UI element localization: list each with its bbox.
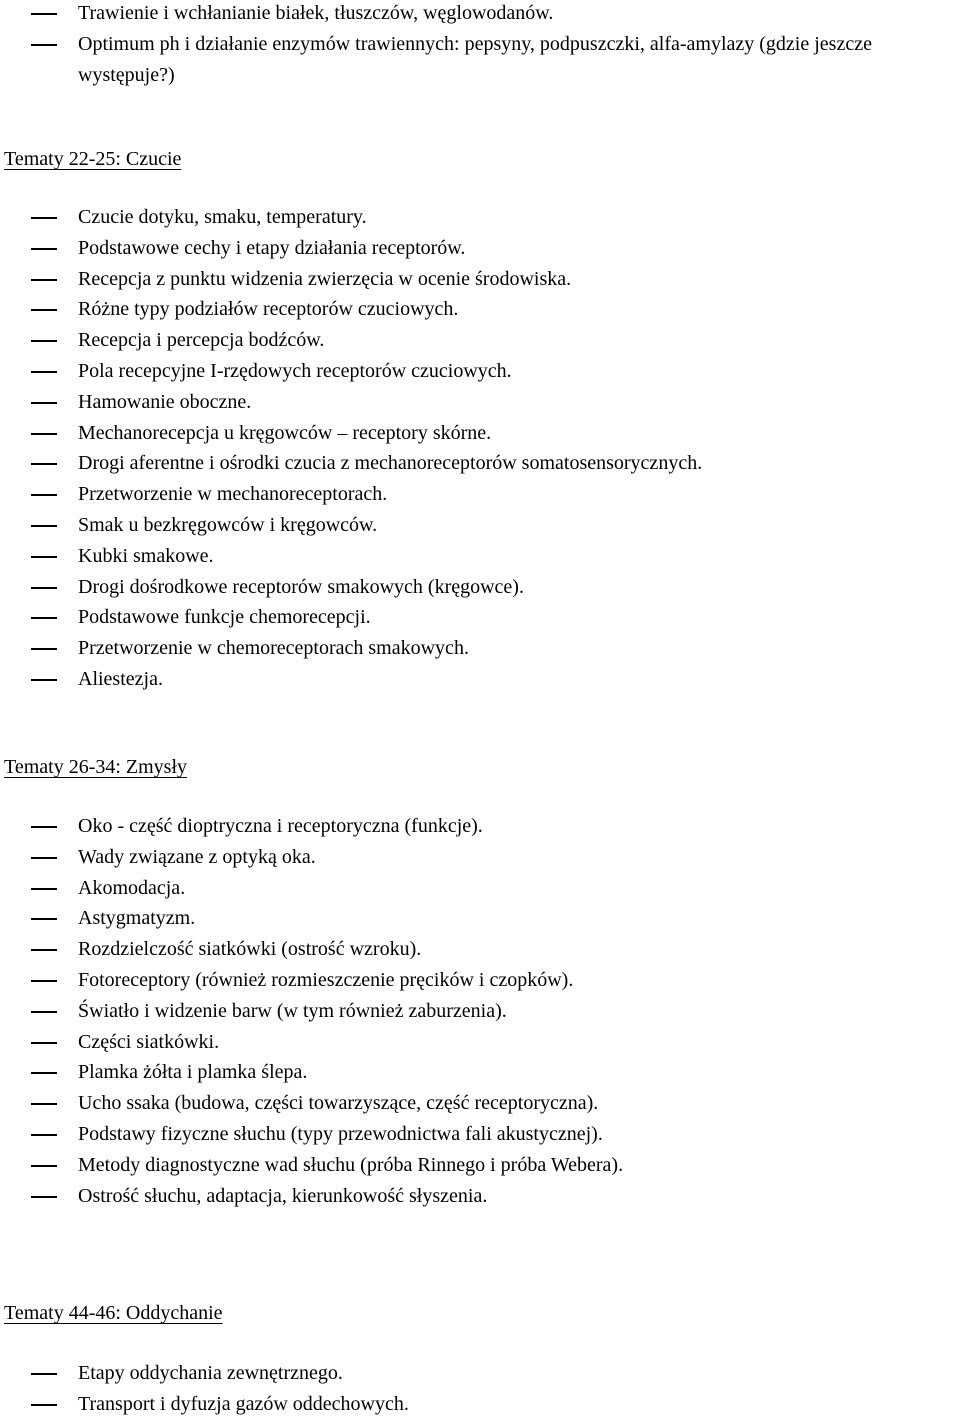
list-item-text: Pola recepcyjne I-rzędowych receptorów czuciowych.	[78, 359, 512, 382]
list-item-text: Trawienie i wchłanianie białek, tłuszczów, węglowodanów.	[78, 2, 554, 24]
dash-bullet-icon	[31, 279, 57, 281]
zmysly-section	[0, 811, 960, 1211]
dash-bullet-icon	[31, 888, 57, 890]
list-item-text: Drogi dośrodkowe receptorów smakowych (kręgowce).	[78, 575, 524, 598]
list-item-text: Czucie dotyku, smaku, temperatury.	[78, 206, 367, 228]
list-item	[0, 1088, 960, 1119]
zmysly-list	[0, 811, 960, 1211]
list-item	[0, 1181, 960, 1212]
intro-section	[0, 0, 960, 90]
list-item-text: Fotoreceptory (również rozmieszczenie pręcików i czopków).	[78, 968, 574, 991]
list-item	[0, 664, 960, 695]
dash-bullet-icon	[31, 1042, 57, 1044]
czucie-section	[0, 202, 960, 695]
dash-bullet-icon	[31, 587, 57, 589]
dash-bullet-icon	[31, 1165, 57, 1167]
list-item-text: Optimum ph i działanie enzymów trawiennych: pepsyny, podpuszczki, alfa-amylazy (gdzie jeszcze występuje?)	[78, 32, 872, 86]
list-item	[0, 387, 960, 418]
list-item-text: Ucho ssaka (budowa, części towarzyszące, część receptoryczna).	[78, 1092, 599, 1115]
list-item	[0, 1119, 960, 1150]
list-item	[0, 202, 960, 233]
dash-bullet-icon	[31, 617, 57, 619]
list-item	[0, 510, 960, 541]
list-item-text: Ostrość słuchu, adaptacja, kierunkowość słyszenia.	[78, 1184, 488, 1207]
dash-bullet-icon	[31, 556, 57, 558]
list-item-text: Wady związane z optyką oka.	[78, 845, 316, 868]
dash-bullet-icon	[31, 13, 57, 15]
list-item-text: Oko - część dioptryczna i receptoryczna (funkcje).	[78, 815, 483, 837]
list-item	[0, 418, 960, 449]
list-item	[0, 29, 960, 91]
list-item-text: Rozdzielczość siatkówki (ostrość wzroku).	[78, 938, 422, 961]
dash-bullet-icon	[31, 826, 57, 828]
list-item-text: Astygmatyzm.	[78, 907, 196, 930]
czucie-list	[0, 202, 960, 695]
dash-bullet-icon	[31, 433, 57, 435]
list-item	[0, 1150, 960, 1181]
dash-bullet-icon	[31, 525, 57, 527]
list-item-text: Podstawowe funkcje chemorecepcji.	[78, 606, 371, 629]
dash-bullet-icon	[31, 648, 57, 650]
dash-bullet-icon	[31, 494, 57, 496]
list-item	[0, 996, 960, 1027]
list-item-text: Różne typy podziałów receptorów czuciowych.	[78, 298, 459, 321]
intro-list	[0, 0, 960, 90]
list-item-text: Aliestezja.	[78, 667, 163, 690]
list-item-text: Hamowanie oboczne.	[78, 390, 252, 413]
list-item	[0, 602, 960, 633]
list-item	[0, 633, 960, 664]
list-item	[0, 1027, 960, 1058]
section-heading-czucie: Tematy 22-25: Czucie	[4, 148, 182, 170]
dash-bullet-icon	[31, 1196, 57, 1198]
dash-bullet-icon	[31, 980, 57, 982]
list-item-text: Metody diagnostyczne wad słuchu (próba Rinnego i próba Webera).	[78, 1153, 624, 1176]
list-item	[0, 479, 960, 510]
dash-bullet-icon	[31, 340, 57, 342]
list-item	[0, 233, 960, 264]
dash-bullet-icon	[31, 1011, 57, 1013]
dash-bullet-icon	[31, 463, 57, 465]
list-item-text: Części siatkówki.	[78, 1030, 220, 1053]
list-item-text: Etapy oddychania zewnętrznego.	[78, 1362, 343, 1384]
list-item	[0, 1358, 960, 1389]
list-item-text: Smak u bezkręgowców i kręgowców.	[78, 513, 378, 536]
list-item	[0, 541, 960, 572]
list-item-text: Przetworzenie w mechanoreceptorach.	[78, 483, 388, 506]
dash-bullet-icon	[31, 44, 57, 46]
dash-bullet-icon	[31, 679, 57, 681]
list-item	[0, 264, 960, 295]
list-item	[0, 842, 960, 873]
list-item	[0, 325, 960, 356]
dash-bullet-icon	[31, 402, 57, 404]
list-item	[0, 1057, 960, 1088]
dash-bullet-icon	[31, 918, 57, 920]
dash-bullet-icon	[31, 217, 57, 219]
dash-bullet-icon	[31, 1072, 57, 1074]
dash-bullet-icon	[31, 1404, 57, 1406]
dash-bullet-icon	[31, 309, 57, 311]
list-item	[0, 965, 960, 996]
dash-bullet-icon	[31, 949, 57, 951]
list-item	[0, 356, 960, 387]
list-item	[0, 294, 960, 325]
list-item	[0, 572, 960, 603]
oddychanie-section	[0, 1358, 960, 1420]
dash-bullet-icon	[31, 1103, 57, 1105]
list-item	[0, 1389, 960, 1420]
dash-bullet-icon	[31, 857, 57, 859]
list-item-text: Drogi aferentne i ośrodki czucia z mechanoreceptorów somatosensorycznych.	[78, 452, 703, 475]
section-heading-zmysly: Tematy 26-34: Zmysły	[4, 756, 188, 778]
list-item	[0, 934, 960, 965]
section-heading-oddychanie: Tematy 44-46: Oddychanie	[4, 1302, 223, 1324]
list-item	[0, 0, 960, 29]
list-item-text: Plamka żółta i plamka ślepa.	[78, 1061, 308, 1084]
list-item-text: Mechanorecepcja u kręgowców – receptory skórne.	[78, 421, 492, 444]
list-item-text: Podstawy fizyczne słuchu (typy przewodnictwa fali akustycznej).	[78, 1122, 603, 1145]
list-item	[0, 903, 960, 934]
dash-bullet-icon	[31, 1134, 57, 1136]
list-item-text: Przetworzenie w chemoreceptorach smakowych.	[78, 637, 469, 660]
list-item-text: Recepcja i percepcja bodźców.	[78, 329, 325, 352]
list-item	[0, 448, 960, 479]
list-item-text: Podstawowe cechy i etapy działania receptorów.	[78, 236, 466, 259]
list-item-text: Światło i widzenie barw (w tym również zaburzenia).	[78, 999, 507, 1022]
dash-bullet-icon	[31, 248, 57, 250]
list-item	[0, 873, 960, 904]
dash-bullet-icon	[31, 371, 57, 373]
dash-bullet-icon	[31, 1373, 57, 1375]
list-item-text: Akomodacja.	[78, 876, 186, 899]
list-item-text: Recepcja z punktu widzenia zwierzęcia w ocenie środowiska.	[78, 267, 572, 290]
list-item	[0, 811, 960, 842]
list-item-text: Kubki smakowe.	[78, 544, 214, 567]
oddychanie-list	[0, 1358, 960, 1420]
list-item-text: Transport i dyfuzja gazów oddechowych.	[78, 1392, 409, 1415]
